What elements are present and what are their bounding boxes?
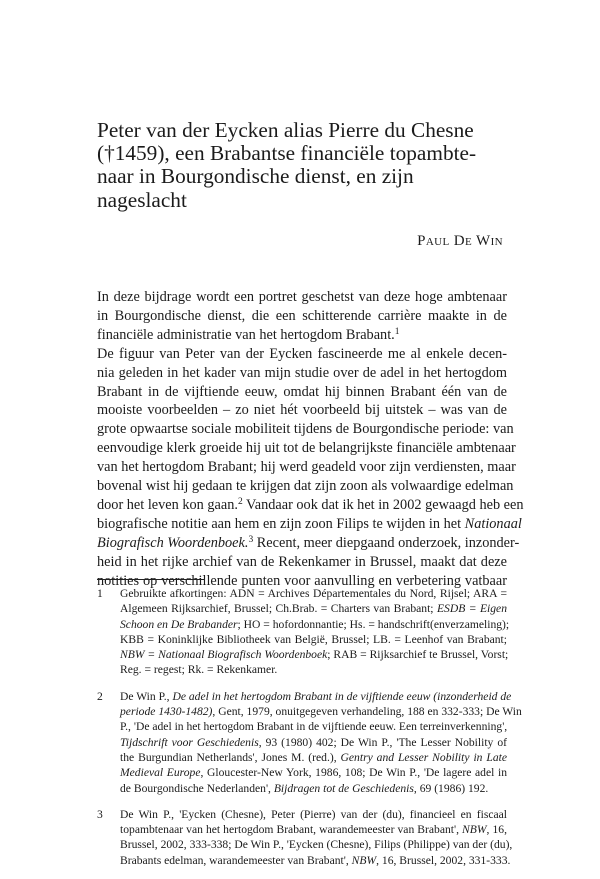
body-line: notities op verschillende punten voor aanvulling en verbetering vatbaar xyxy=(97,572,507,589)
footnote-segment: topambtenaar van het hertogdom Brabant, warandemeester van Brabant', xyxy=(120,823,463,837)
footnote-line xyxy=(120,750,507,765)
title-line: nageslacht xyxy=(97,187,187,212)
body-line xyxy=(97,515,522,534)
footnote-line: P., 'De adel in het hertogdom Brabant in de vijftiende eeuw. Een terreinverkenning', xyxy=(120,720,508,734)
footnote-italic: ESDB = Eigen xyxy=(436,602,508,616)
footnote-italic: Medieval Europe xyxy=(120,766,201,780)
body-italic: . xyxy=(244,534,249,551)
body-line: Brabant in de vijftiende eeuw, omdat hij binnen Brabant één van de xyxy=(97,383,507,400)
footnote-line xyxy=(120,822,507,837)
footnote-line: Reg. = regest; Rk. = Rekenkamer. xyxy=(120,663,278,677)
footnote-line xyxy=(120,781,507,796)
body-line: heid in het rijke archief van de Rekenkamer in Brussel, maakt dat deze xyxy=(97,553,507,570)
footnote-number: 1 xyxy=(97,587,103,600)
body-line xyxy=(97,326,507,345)
footnote-line: Brussel, 2002, 333-338; De Win P., 'Eycken (Chesne), Filips (Philippe) van der (du), xyxy=(120,838,513,852)
footnote-line xyxy=(120,689,512,704)
footnote-line xyxy=(120,765,507,780)
footnote-3 xyxy=(97,807,513,868)
footnote-segment: the Burgundian Netherlands', Jones M. (red.), xyxy=(120,750,341,764)
footnote-italic: Gentry and Lesser Nobility in Late xyxy=(340,750,507,764)
footnote-number: 3 xyxy=(97,807,103,821)
footnote-italic: De adel in het hertogdom Brabant in de vijftiende eeuw (inzonderheid de xyxy=(172,689,512,703)
footnote-line: De Win P., 'Eycken (Chesne), Peter (Pierre) van der (du), financieel en fiscaal xyxy=(120,807,507,821)
footnote-segment: , 16, xyxy=(486,823,507,837)
body-text-segment: financiële administratie van het hertogdom Brabant. xyxy=(97,326,395,343)
footnote-line xyxy=(120,853,511,868)
footnote-line xyxy=(120,647,507,662)
body-line: mooiste voorbeelden – zo niet hét voorbeeld bij uitstek – was van de xyxy=(97,402,507,419)
footnote-separator xyxy=(97,579,205,580)
footnote-line: KBB = Koninklijke Bibliotheek van België, Brussel; LB. = Leenhof van Brabant; xyxy=(120,632,507,646)
footnote-italic: Tijdschrift voor Geschiedenis xyxy=(120,735,259,749)
footnote-segment: , Gent, 1979, onuitgegeven verhandeling, 188 en 332-333; De Win xyxy=(212,705,522,719)
footnote-segment: , 16, Brussel, 2002, 331-333. xyxy=(376,853,511,867)
article-title xyxy=(97,119,517,212)
footnote-italic: Schoon en De Brabander xyxy=(120,617,238,631)
body-text xyxy=(97,288,524,591)
footnote-line: Gebruikte afkortingen: ADN = Archives Départementales du Nord, Rijsel; ARA = xyxy=(120,587,507,600)
body-line xyxy=(97,496,524,515)
footnote-ref-1[interactable]: 1 xyxy=(394,326,400,337)
title-line: naar in Bourgondische dienst, en zijn xyxy=(97,164,414,189)
footnote-italic: NBW = Nationaal Biografisch Woordenboek xyxy=(120,648,328,662)
body-line: eenvoudige klerk groeide hij uit tot de belangrijkste financiële ambtenaar xyxy=(97,440,516,457)
body-text-segment: Recent, meer diepgaand onderzoek, inzonder- xyxy=(253,534,520,551)
body-italic: Nationaal xyxy=(464,515,522,532)
footnote-segment: ; RAB = Rijksarchief te Brussel, Vorst; xyxy=(327,648,509,662)
footnote-line xyxy=(120,735,507,750)
title-line: Peter van der Eycken alias Pierre du Chesne xyxy=(97,118,474,142)
footnote-number: 2 xyxy=(97,689,103,703)
body-line: bovenal wist hij gedaan te krijgen dat zijn zoon als volwaardige edelman xyxy=(97,478,514,495)
footnote-line xyxy=(120,617,510,632)
footnote-italic: NBW xyxy=(351,853,377,867)
body-line: nia geleden in het kader van mijn studie over de adel in het hertogdom xyxy=(97,364,507,381)
footnote-ref-2[interactable]: 2 xyxy=(237,496,243,507)
footnote-segment: Algemeen Rijksarchief, Brussel; Ch.Brab. = Charters van Brabant; xyxy=(120,602,437,616)
footnote-line xyxy=(120,601,507,616)
title-line: (†1459), een Brabantse financiële topambte- xyxy=(97,141,477,166)
footnote-segment: de Bourgondische Nederlanden', xyxy=(120,781,274,795)
footnotes xyxy=(97,586,522,879)
footnote-segment: De Win P., xyxy=(120,689,173,703)
author-name: Paul De Win xyxy=(417,233,503,249)
footnote-line xyxy=(120,704,522,719)
body-line: In deze bijdrage wordt een portret geschetst van deze hoge ambtenaar xyxy=(97,289,507,305)
footnote-segment: , 69 (1986) 192. xyxy=(413,781,489,795)
body-text-segment: door het leven kon gaan. xyxy=(97,496,238,513)
footnote-2 xyxy=(97,689,522,796)
footnote-segment: , Gloucester-New York, 1986, 108; De Win P., 'De lagere adel in xyxy=(200,766,508,780)
body-text-segment: biografische notitie aan hem en zijn zoon Filips te wijden in het xyxy=(97,515,465,532)
footnote-italic: periode 1430-1482) xyxy=(120,705,213,719)
body-line: grote opwaartse sociale mobiliteit tijdens de Bourgondische periode: van xyxy=(97,421,514,438)
body-line: De figuur van Peter van der Eycken fascineerde me al enkele decen- xyxy=(97,345,507,362)
footnote-segment: ; HO = hofordonnantie; Hs. = handschrift(enverzameling); xyxy=(237,617,510,631)
footnote-1 xyxy=(97,586,510,678)
body-line: van het hertogdom Brabant; hij werd geadeld voor zijn verdiensten, maar xyxy=(97,459,516,476)
footnote-segment: , 93 (1980) 402; De Win P., 'The Lesser Nobility of xyxy=(258,735,507,749)
footnote-segment: Brabants edelman, warandemeester van Brabant', xyxy=(120,853,352,867)
footnote-ref-3[interactable]: 3 xyxy=(248,534,254,545)
footnote-italic: Bijdragen tot de Geschiedenis xyxy=(273,781,414,795)
body-line xyxy=(97,534,520,553)
footnote-italic: NBW xyxy=(462,823,487,837)
body-line: in Bourgondische dienst, die een schitterende carrière maakte in de xyxy=(97,307,507,324)
body-text-segment: Vandaar ook dat ik het in 2002 gewaagd heb een xyxy=(242,496,524,513)
body-italic: Biografisch Woordenboek xyxy=(97,534,245,551)
